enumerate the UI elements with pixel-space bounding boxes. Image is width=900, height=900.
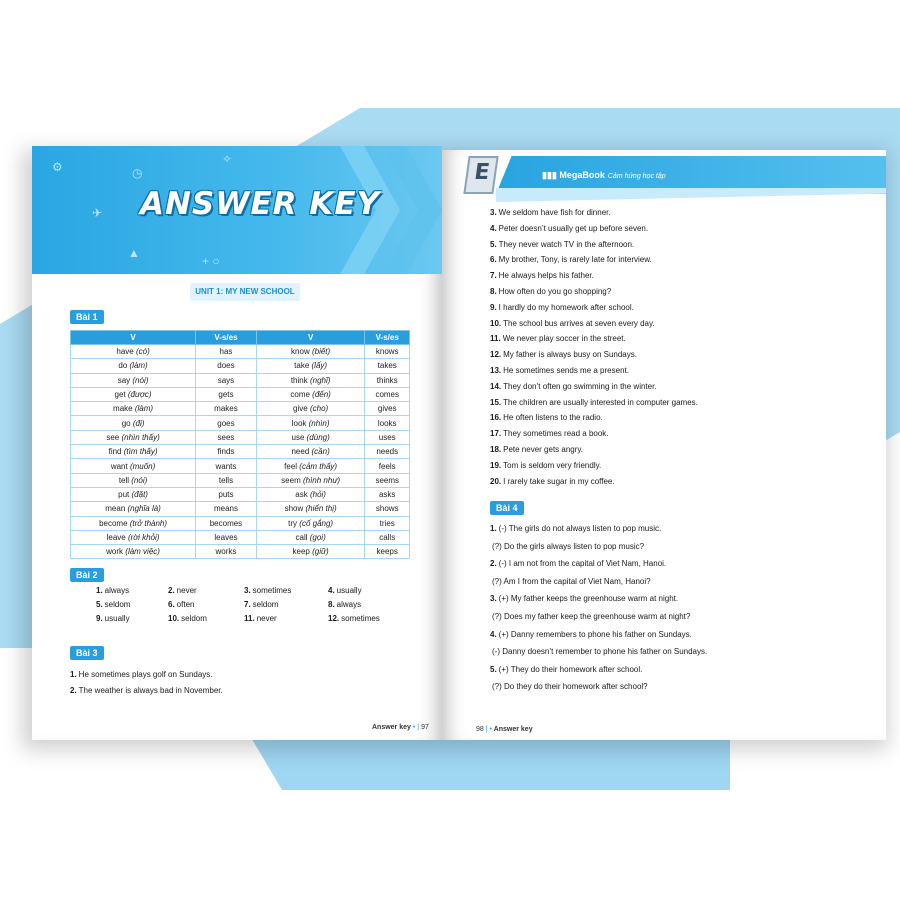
answer-number: 1. — [96, 586, 103, 595]
banner-title: ANSWER KEY — [140, 186, 380, 222]
answer-line — [490, 366, 629, 375]
answer-line — [490, 287, 611, 296]
table-cell: finds — [196, 445, 257, 459]
table-cell: take (lấy) — [256, 359, 365, 373]
answer-text: (+) They do their homework after school. — [498, 664, 643, 674]
answer-number: 3. — [490, 208, 497, 217]
table-row — [71, 373, 410, 387]
answer-line — [490, 594, 678, 603]
answer-text: How often do you go shopping? — [498, 287, 612, 296]
footer-label: Answer key — [372, 724, 411, 731]
answer-text: We seldom have fish for dinner. — [498, 208, 611, 217]
table-cell: seem (hình như) — [256, 473, 365, 487]
answer-number: 8. — [328, 600, 335, 609]
answer-key-banner — [32, 146, 442, 274]
table-cell: need (cần) — [256, 445, 365, 459]
answer-number: 7. — [490, 271, 497, 281]
answer-number: 3. — [244, 586, 251, 595]
page-number: 97 — [421, 724, 429, 731]
answer-number: 20. — [490, 476, 502, 486]
answer-text: (?) Am I from the capital of Viet Nam, Hanoi? — [492, 576, 651, 586]
answer-number: 14. — [490, 381, 502, 391]
answer-text: They don’t often go swimming in the winter. — [503, 381, 657, 391]
table-cell: have (có) — [71, 345, 196, 359]
answer-number: 2. — [168, 586, 175, 595]
table-cell: try (cố gắng) — [256, 516, 365, 530]
header-wave — [496, 188, 886, 202]
answer-text: He sometimes plays golf on Sundays. — [78, 670, 213, 679]
table-row — [71, 402, 410, 416]
answer-text: I hardly do my homework after school. — [498, 302, 634, 312]
answer-line — [490, 255, 652, 264]
answer-number: 1. — [490, 524, 497, 533]
answer-number: 4. — [490, 223, 497, 233]
answer-number: 5. — [490, 239, 497, 249]
rocket-icon: ▲ — [128, 246, 140, 260]
table-cell: keeps — [365, 545, 410, 559]
adverb-answer — [96, 614, 168, 623]
table-cell: knows — [365, 345, 410, 359]
answer-text: My father is always busy on Sundays. — [503, 350, 637, 360]
table-cell: see (nhìn thấy) — [71, 430, 196, 444]
answer-line — [490, 542, 644, 551]
adverb-answer — [328, 586, 396, 595]
table-cell: look (nhìn) — [256, 416, 365, 430]
answer-text: sometimes — [252, 586, 292, 595]
table-cell: gets — [196, 387, 257, 401]
answer-number: 15. — [490, 397, 502, 407]
table-cell: tell (nói) — [71, 473, 196, 487]
answer-line — [490, 445, 583, 454]
section-label-bai-3: Bài 3 — [70, 646, 104, 660]
answer-number: 11. — [244, 614, 255, 623]
answer-number: 12. — [490, 350, 502, 360]
table-cell: wants — [196, 459, 257, 473]
answer-line — [490, 398, 698, 407]
answer-text: usually — [104, 614, 130, 623]
answer-line — [490, 647, 707, 656]
table-cell: do (làm) — [71, 359, 196, 373]
answer-text: seldom — [104, 600, 131, 609]
table-cell: makes — [196, 402, 257, 416]
table-cell: says — [196, 373, 257, 387]
answer-text: seldom — [252, 600, 279, 609]
answer-text: always — [104, 586, 130, 595]
answer-text: (-) Danny doesn’t remember to phone his father on Sundays. — [492, 647, 708, 657]
answer-line — [490, 612, 690, 621]
table-cell: feel (cảm thấy) — [256, 459, 365, 473]
answer-text: (?) Does my father keep the greenhouse warm at night? — [492, 612, 691, 621]
answer-line — [490, 303, 634, 312]
answer-text: My brother, Tony, is rarely late for interview. — [498, 255, 652, 265]
answer-number: 7. — [244, 600, 251, 609]
answer-text: He sometimes sends me a present. — [503, 366, 629, 375]
table-cell: think (nghĩ) — [256, 373, 365, 387]
table-cell: has — [196, 345, 257, 359]
answer-text: never — [176, 586, 197, 595]
page-number: 98 — [476, 726, 484, 733]
answer-text: I rarely take sugar in my coffee. — [503, 476, 615, 486]
table-cell: give (cho) — [256, 402, 365, 416]
section-label-bai-4: Bài 4 — [490, 501, 524, 515]
verb-table — [70, 330, 410, 559]
table-header: V-s/es — [196, 331, 257, 345]
answer-text: The school bus arrives at seven every day. — [503, 318, 655, 328]
answer-number: 11. — [490, 334, 501, 344]
table-cell: put (đặt) — [71, 487, 196, 501]
table-row — [71, 530, 410, 544]
answer-number: 6. — [490, 255, 497, 265]
answer-line — [490, 224, 648, 233]
answer-number: 8. — [490, 287, 497, 296]
answer-number: 16. — [490, 413, 502, 423]
table-row — [71, 359, 410, 373]
answer-line — [490, 665, 642, 674]
table-cell: goes — [196, 416, 257, 430]
answer-line — [490, 382, 657, 391]
table-row — [71, 516, 410, 530]
table-cell: use (dùng) — [256, 430, 365, 444]
logo-letter: E — [472, 160, 492, 185]
answer-number: 9. — [96, 614, 103, 623]
answer-text: (?) Do they do their homework after school? — [492, 682, 648, 692]
answer-number: 5. — [490, 664, 497, 674]
gear-icon: ⚙ — [52, 160, 63, 174]
table-row — [71, 545, 410, 559]
adverb-answer — [96, 586, 168, 595]
left-page — [32, 146, 442, 740]
answer-text: (+) Danny remembers to phone his father on Sundays. — [498, 629, 692, 639]
table-cell: seems — [365, 473, 410, 487]
table-row — [71, 387, 410, 401]
answer-text: They never watch TV in the afternoon. — [498, 239, 635, 249]
answer-number: 1. — [70, 670, 77, 679]
answer-text: (?) Do the girls always listen to pop music? — [492, 541, 645, 551]
answer-line — [490, 413, 603, 422]
answer-line — [490, 461, 601, 470]
answer-line — [70, 670, 213, 679]
answer-text: We never play soccer in the street. — [502, 334, 626, 344]
answer-number: 9. — [490, 302, 497, 312]
answer-text: The children are usually interested in computer games. — [503, 397, 698, 407]
table-cell: puts — [196, 487, 257, 501]
answer-line — [490, 524, 661, 533]
right-footer: 98 | • Answer key — [476, 726, 533, 733]
adverb-answer — [244, 600, 328, 609]
answer-text: He always helps his father. — [498, 271, 594, 281]
answer-text: He often listens to the radio. — [503, 413, 603, 423]
answer-line — [490, 271, 594, 280]
table-header: V-s/es — [365, 331, 410, 345]
table-header: V — [256, 331, 365, 345]
table-cell: become (trở thành) — [71, 516, 196, 530]
answer-text: They sometimes read a book. — [503, 429, 609, 439]
clock-icon: ◷ — [132, 166, 143, 180]
table-cell: uses — [365, 430, 410, 444]
answer-number: 5. — [96, 600, 103, 609]
answer-number: 18. — [490, 445, 502, 454]
table-cell: know (biết) — [256, 345, 365, 359]
answer-number: 2. — [490, 559, 497, 569]
table-cell: takes — [365, 359, 410, 373]
adverb-answer — [328, 600, 396, 609]
adverb-answer — [168, 600, 244, 609]
answer-number: 3. — [490, 594, 497, 604]
answer-number: 19. — [490, 460, 502, 470]
table-cell: leaves — [196, 530, 257, 544]
table-row — [71, 502, 410, 516]
answer-line — [490, 477, 615, 486]
table-cell: come (đến) — [256, 387, 365, 401]
brand-name: ▮▮▮ MegaBook Cảm hứng học tập — [542, 170, 666, 180]
answer-text: (+) My father keeps the greenhouse warm at night. — [498, 594, 679, 604]
adverb-answer — [328, 614, 396, 623]
table-cell: go (đi) — [71, 416, 196, 430]
section-label-bai-1: Bài 1 — [70, 310, 104, 324]
answer-line — [490, 429, 609, 438]
answer-text: always — [336, 600, 362, 609]
answer-number: 10. — [490, 318, 502, 328]
answer-text: The weather is always bad in November. — [78, 686, 223, 695]
answer-text: Tom is seldom very friendly. — [503, 460, 602, 470]
answer-line — [490, 630, 692, 639]
answer-number: 13. — [490, 366, 502, 375]
table-cell: leave (rời khỏi) — [71, 530, 196, 544]
answer-line — [490, 559, 666, 568]
table-cell: needs — [365, 445, 410, 459]
answer-text: usually — [336, 586, 362, 595]
answer-line — [490, 350, 637, 359]
table-cell: find (tìm thấy) — [71, 445, 196, 459]
table-cell: sees — [196, 430, 257, 444]
brand-text: MegaBook — [559, 170, 605, 180]
adverb-answer — [244, 586, 328, 595]
table-cell: thinks — [365, 373, 410, 387]
answer-text: (-) The girls do not always listen to pop music. — [498, 524, 662, 533]
table-row — [71, 473, 410, 487]
table-cell: looks — [365, 416, 410, 430]
left-footer: Answer key • | 97 — [372, 724, 429, 731]
table-cell: want (muốn) — [71, 459, 196, 473]
answer-text: seldom — [181, 614, 207, 623]
table-row — [71, 459, 410, 473]
answer-number: 12. — [328, 614, 340, 623]
table-cell: means — [196, 502, 257, 516]
table-row — [71, 416, 410, 430]
table-cell: mean (nghĩa là) — [71, 502, 196, 516]
table-cell: tries — [365, 516, 410, 530]
table-cell: get (được) — [71, 387, 196, 401]
table-cell: comes — [365, 387, 410, 401]
table-cell: call (gọi) — [256, 530, 365, 544]
table-cell: make (làm) — [71, 402, 196, 416]
answer-text: sometimes — [341, 614, 380, 623]
english-logo-icon — [463, 156, 498, 194]
table-cell: say (nói) — [71, 373, 196, 387]
answer-number: 17. — [490, 429, 502, 439]
table-row — [71, 487, 410, 501]
answer-number: 10. — [168, 614, 180, 623]
table-cell: feels — [365, 459, 410, 473]
adverb-answer — [244, 614, 328, 623]
answer-text: Pete never gets angry. — [503, 445, 584, 454]
answer-line — [70, 686, 223, 695]
table-cell: show (hiển thị) — [256, 502, 365, 516]
answer-text: never — [256, 614, 277, 623]
footer-label: Answer key — [493, 726, 533, 733]
unit-title: UNIT 1: MY NEW SCHOOL — [190, 283, 300, 301]
answer-number: 6. — [168, 600, 175, 609]
table-cell: gives — [365, 402, 410, 416]
answer-number: 2. — [70, 686, 77, 695]
star-icon: ✧ — [222, 152, 233, 166]
table-header: V — [71, 331, 196, 345]
table-cell: does — [196, 359, 257, 373]
answer-text: often — [176, 600, 195, 609]
brand-slogan: Cảm hứng học tập — [607, 173, 666, 180]
table-cell: works — [196, 545, 257, 559]
table-cell: work (làm việc) — [71, 545, 196, 559]
answer-number: 4. — [328, 586, 335, 595]
section-label-bai-2: Bài 2 — [70, 568, 104, 582]
answer-number: 4. — [490, 629, 497, 639]
adverb-answer — [168, 586, 244, 595]
table-cell: asks — [365, 487, 410, 501]
adverb-answers — [96, 586, 396, 623]
answer-line — [490, 577, 651, 586]
table-cell: calls — [365, 530, 410, 544]
answer-text: (-) I am not from the capital of Viet Nam, Hanoi. — [498, 559, 667, 569]
table-row — [71, 345, 410, 359]
plane-icon: ✈ — [92, 206, 103, 220]
plus-icon: + ○ — [202, 254, 220, 268]
table-row — [71, 445, 410, 459]
table-cell: keep (giữ) — [256, 545, 365, 559]
table-cell: shows — [365, 502, 410, 516]
table-cell: tells — [196, 473, 257, 487]
answer-line — [490, 334, 626, 343]
adverb-answer — [96, 600, 168, 609]
answer-line — [490, 240, 634, 249]
table-row — [71, 430, 410, 444]
answer-line — [490, 208, 611, 217]
adverb-answer — [168, 614, 244, 623]
answer-line — [490, 682, 648, 691]
table-cell: becomes — [196, 516, 257, 530]
right-page — [442, 150, 886, 740]
table-header-row — [71, 331, 410, 345]
answer-line — [490, 319, 655, 328]
answer-text: Peter doesn’t usually get up before seven. — [498, 223, 649, 233]
table-cell: ask (hỏi) — [256, 487, 365, 501]
